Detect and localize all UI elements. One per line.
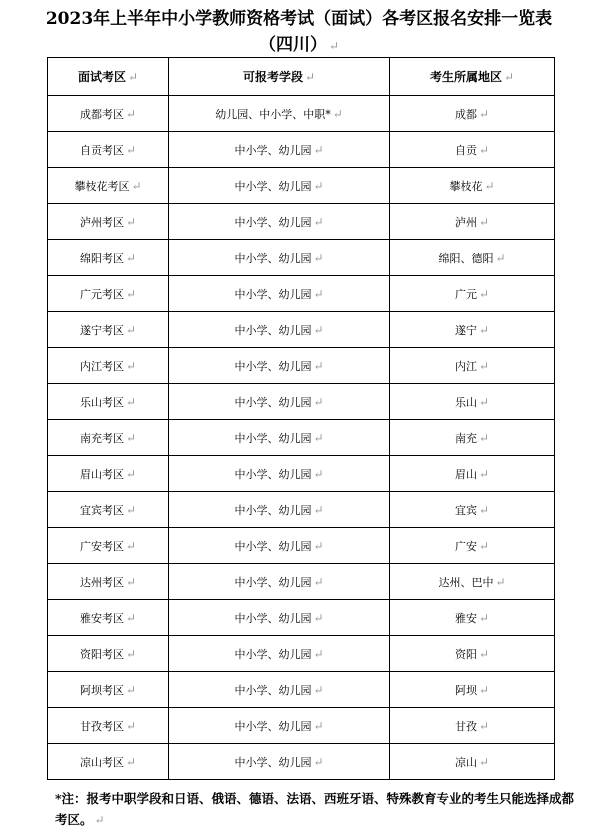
- cell-exam-area: 攀枝花考区 ↵: [48, 168, 169, 204]
- cell-region: 内江 ↵: [390, 348, 555, 384]
- cell-mark-icon: ↵: [313, 250, 324, 265]
- cell-exam-area: 甘孜考区 ↵: [48, 708, 169, 744]
- title-line-1: 2023年上半年中小学教师资格考试（面试）各考区报名安排一览表: [45, 9, 553, 29]
- cell-region: 广安 ↵: [390, 528, 555, 564]
- table-row: [48, 420, 555, 456]
- cell-mark-icon: ↵: [127, 70, 139, 84]
- cell-mark-icon: ↵: [478, 214, 490, 229]
- cell-mark-icon: ↵: [478, 466, 490, 481]
- table-row: [48, 672, 555, 708]
- cell-stage: 中小学、幼儿园 ↵: [169, 168, 390, 204]
- cell-mark-icon: ↵: [125, 106, 137, 121]
- table-row: [48, 492, 555, 528]
- cell-mark-icon: ↵: [478, 286, 490, 301]
- cell-mark-icon: ↵: [313, 682, 324, 697]
- cell-stage: 中小学、幼儿园 ↵: [169, 528, 390, 564]
- cell-exam-area: 阿坝考区 ↵: [48, 672, 169, 708]
- cell-mark-icon: ↵: [125, 718, 137, 733]
- cell-mark-icon: ↵: [313, 502, 324, 517]
- cell-exam-area: 达州考区 ↵: [48, 564, 169, 600]
- table-row: [48, 132, 555, 168]
- cell-mark-icon: ↵: [131, 178, 142, 193]
- cell-mark-icon: ↵: [125, 538, 137, 553]
- table-row: [48, 708, 555, 744]
- cell-mark-icon: ↵: [332, 106, 343, 121]
- table-header-row: [48, 58, 555, 96]
- cell-stage: 中小学、幼儿园 ↵: [169, 492, 390, 528]
- table-row: [48, 204, 555, 240]
- cell-stage: 中小学、幼儿园 ↵: [169, 348, 390, 384]
- footnote: [55, 788, 585, 831]
- cell-mark-icon: ↵: [495, 250, 506, 265]
- cell-region: 泸州 ↵: [390, 204, 555, 240]
- cell-region: 雅安 ↵: [390, 600, 555, 636]
- cell-region: 甘孜 ↵: [390, 708, 555, 744]
- cell-mark-icon: ↵: [478, 610, 490, 625]
- table-row: [48, 312, 555, 348]
- cell-mark-icon: ↵: [495, 574, 506, 589]
- cell-mark-icon: ↵: [484, 178, 495, 193]
- cell-mark-icon: ↵: [125, 142, 137, 157]
- cell-mark-icon: ↵: [478, 106, 490, 121]
- cell-region: 阿坝 ↵: [390, 672, 555, 708]
- cell-mark-icon: ↵: [313, 466, 324, 481]
- cell-region: 南充 ↵: [390, 420, 555, 456]
- cell-exam-area: 眉山考区 ↵: [48, 456, 169, 492]
- cell-region: 广元 ↵: [390, 276, 555, 312]
- table-row: [48, 276, 555, 312]
- table-row: [48, 348, 555, 384]
- cell-stage: 中小学、幼儿园 ↵: [169, 312, 390, 348]
- cell-stage: 中小学、幼儿园 ↵: [169, 456, 390, 492]
- cell-region: 绵阳、德阳 ↵: [390, 240, 555, 276]
- cell-mark-icon: ↵: [125, 466, 137, 481]
- cell-stage: 中小学、幼儿园 ↵: [169, 276, 390, 312]
- cell-stage: 幼儿园、中小学、中职* ↵: [169, 96, 390, 132]
- cell-region: 凉山 ↵: [390, 744, 555, 780]
- cell-mark-icon: ↵: [478, 682, 490, 697]
- cell-exam-area: 内江考区 ↵: [48, 348, 169, 384]
- cell-mark-icon: ↵: [313, 646, 324, 661]
- cell-exam-area: 遂宁考区 ↵: [48, 312, 169, 348]
- cell-region: 攀枝花 ↵: [390, 168, 555, 204]
- table-body: [48, 96, 555, 780]
- cell-mark-icon: ↵: [313, 214, 324, 229]
- cell-exam-area: 南充考区 ↵: [48, 420, 169, 456]
- cell-stage: 中小学、幼儿园 ↵: [169, 672, 390, 708]
- cell-exam-area: 自贡考区 ↵: [48, 132, 169, 168]
- cell-stage: 中小学、幼儿园 ↵: [169, 240, 390, 276]
- cell-exam-area: 泸州考区 ↵: [48, 204, 169, 240]
- cell-region: 达州、巴中 ↵: [390, 564, 555, 600]
- title-line-2-text: （四川）: [258, 35, 327, 55]
- cell-mark-icon: ↵: [125, 250, 137, 265]
- cell-mark-icon: ↵: [125, 754, 137, 769]
- cell-mark-icon: ↵: [478, 718, 490, 733]
- table-row: [48, 528, 555, 564]
- cell-mark-icon: ↵: [125, 394, 137, 409]
- cell-mark-icon: ↵: [313, 394, 324, 409]
- header-stage: 可报考学段 ↵: [169, 58, 390, 96]
- cell-stage: 中小学、幼儿园 ↵: [169, 420, 390, 456]
- cell-mark-icon: ↵: [125, 610, 137, 625]
- cell-stage: 中小学、幼儿园 ↵: [169, 636, 390, 672]
- cell-exam-area: 资阳考区 ↵: [48, 636, 169, 672]
- cell-mark-icon: ↵: [478, 430, 490, 445]
- table-row: [48, 564, 555, 600]
- table-row: [48, 384, 555, 420]
- cell-stage: 中小学、幼儿园 ↵: [169, 384, 390, 420]
- cell-region: 宜宾 ↵: [390, 492, 555, 528]
- cell-stage: 中小学、幼儿园 ↵: [169, 600, 390, 636]
- cell-exam-area: 雅安考区 ↵: [48, 600, 169, 636]
- cell-mark-icon: ↵: [478, 142, 490, 157]
- cell-mark-icon: ↵: [125, 430, 137, 445]
- cell-stage: 中小学、幼儿园 ↵: [169, 744, 390, 780]
- cell-mark-icon: ↵: [304, 70, 316, 84]
- cell-mark-icon: ↵: [313, 358, 324, 373]
- cell-region: 资阳 ↵: [390, 636, 555, 672]
- cell-mark-icon: ↵: [125, 646, 137, 661]
- cell-mark-icon: ↵: [313, 142, 324, 157]
- cell-mark-icon: ↵: [125, 574, 137, 589]
- table-row: [48, 456, 555, 492]
- cell-mark-icon: ↵: [478, 646, 490, 661]
- cell-mark-icon: ↵: [313, 286, 324, 301]
- cell-exam-area: 成都考区 ↵: [48, 96, 169, 132]
- page-title: [0, 6, 598, 59]
- cell-mark-icon: ↵: [313, 178, 324, 193]
- table-row: [48, 744, 555, 780]
- cell-stage: 中小学、幼儿园 ↵: [169, 132, 390, 168]
- cell-exam-area: 宜宾考区 ↵: [48, 492, 169, 528]
- header-region: 考生所属地区 ↵: [390, 58, 555, 96]
- cell-mark-icon: ↵: [313, 754, 324, 769]
- cell-mark-icon: ↵: [125, 682, 137, 697]
- exam-area-table: [47, 57, 555, 780]
- cell-mark-icon: ↵: [478, 538, 490, 553]
- cell-mark-icon: ↵: [478, 322, 490, 337]
- cell-mark-icon: ↵: [125, 214, 137, 229]
- cell-mark-icon: ↵: [478, 358, 490, 373]
- paragraph-mark-icon: ↵: [94, 813, 105, 827]
- cell-exam-area: 绵阳考区 ↵: [48, 240, 169, 276]
- cell-mark-icon: ↵: [313, 574, 324, 589]
- cell-mark-icon: ↵: [125, 322, 137, 337]
- cell-mark-icon: ↵: [313, 430, 324, 445]
- footnote-text: *注：报考中职学段和日语、俄语、德语、法语、西班牙语、特殊教育专业的考生只能选择成都考区。: [55, 791, 575, 827]
- cell-mark-icon: ↵: [503, 70, 515, 84]
- cell-stage: 中小学、幼儿园 ↵: [169, 708, 390, 744]
- cell-region: 乐山 ↵: [390, 384, 555, 420]
- cell-region: 眉山 ↵: [390, 456, 555, 492]
- cell-mark-icon: ↵: [313, 538, 324, 553]
- cell-region: 成都 ↵: [390, 96, 555, 132]
- cell-exam-area: 乐山考区 ↵: [48, 384, 169, 420]
- cell-exam-area: 广安考区 ↵: [48, 528, 169, 564]
- table-row: [48, 240, 555, 276]
- cell-exam-area: 广元考区 ↵: [48, 276, 169, 312]
- table-row: [48, 636, 555, 672]
- cell-mark-icon: ↵: [125, 358, 137, 373]
- cell-mark-icon: ↵: [313, 610, 324, 625]
- cell-mark-icon: ↵: [313, 322, 324, 337]
- cell-mark-icon: ↵: [125, 286, 137, 301]
- cell-mark-icon: ↵: [478, 754, 490, 769]
- cell-region: 遂宁 ↵: [390, 312, 555, 348]
- table-row: [48, 600, 555, 636]
- cell-region: 自贡 ↵: [390, 132, 555, 168]
- cell-stage: 中小学、幼儿园 ↵: [169, 204, 390, 240]
- cell-mark-icon: ↵: [478, 502, 490, 517]
- cell-mark-icon: ↵: [478, 394, 490, 409]
- table-row: [48, 168, 555, 204]
- cell-stage: 中小学、幼儿园 ↵: [169, 564, 390, 600]
- cell-mark-icon: ↵: [125, 502, 137, 517]
- paragraph-mark-icon: ↵: [328, 39, 340, 53]
- table-row: [48, 96, 555, 132]
- cell-exam-area: 凉山考区 ↵: [48, 744, 169, 780]
- cell-mark-icon: ↵: [313, 718, 324, 733]
- header-exam-area: 面试考区 ↵: [48, 58, 169, 96]
- title-line-2: [0, 32, 598, 59]
